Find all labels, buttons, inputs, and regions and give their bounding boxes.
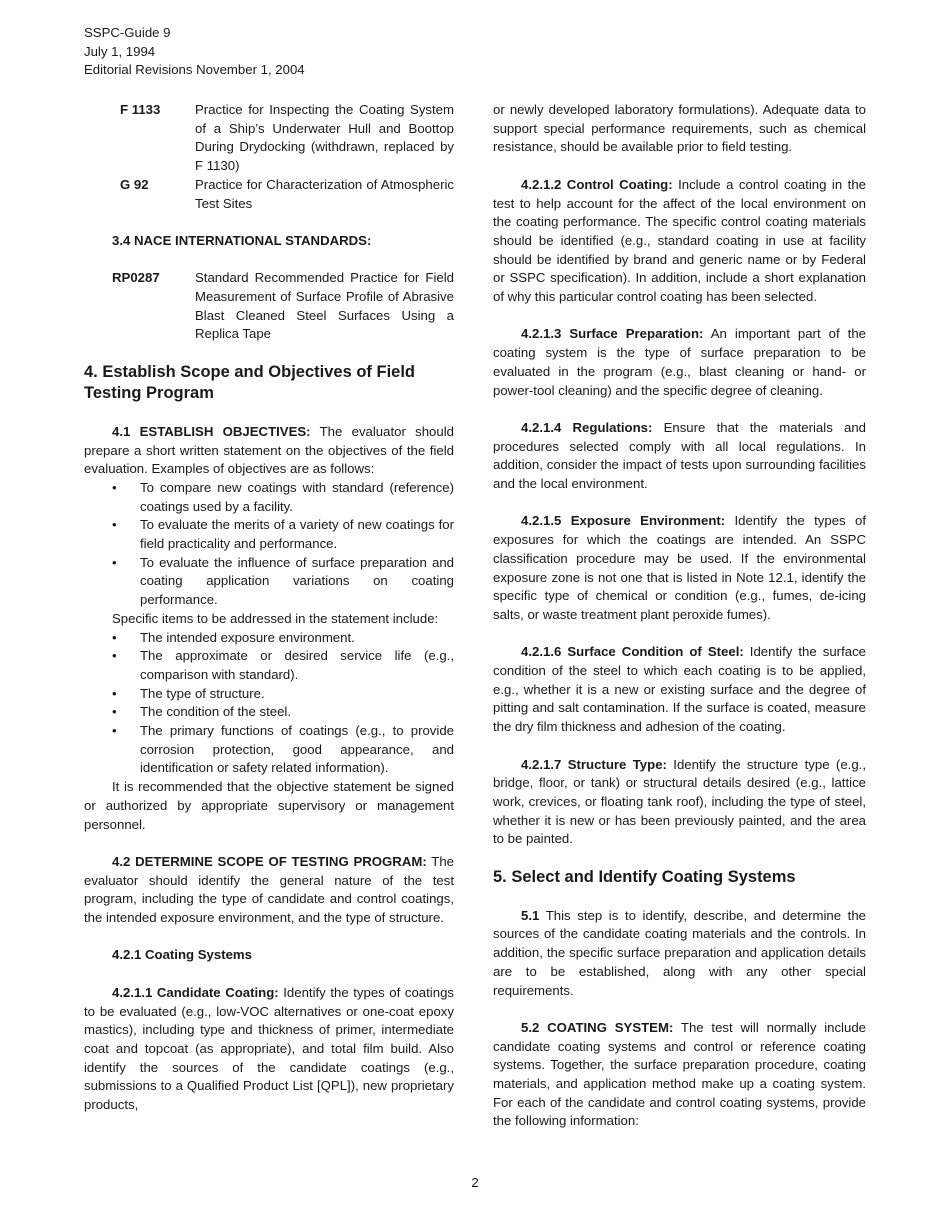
right-column <box>493 101 866 1131</box>
list-item-text: The condition of the steel. <box>140 704 292 720</box>
header-date: July 1, 1994 <box>84 43 156 59</box>
page-number: 2 <box>471 1175 479 1190</box>
list-item: • To evaluate the merits of a variety of new coatings for field practicality and performance. <box>112 516 454 553</box>
paragraph <box>84 853 454 928</box>
header-revision: Editorial Revisions November 1, 2004 <box>84 62 305 78</box>
reference-code: F 1133 <box>120 102 161 117</box>
list-item: • To evaluate the influence of surface preparation and coating application variations on coating performance. <box>112 554 454 610</box>
reference-code: G 92 <box>120 176 149 192</box>
bullet-list <box>84 629 454 779</box>
list-item-text: The primary functions of coatings (e.g., to provide corrosion protection, good appearance, and identification or safety related information). <box>140 723 454 776</box>
paragraph-text: The test will normally include candidate coating systems and control or reference coating systems. Together, the surface preparation procedure, coating materials, and application method make up a coating system. For each of the candidate and control coating systems, provide the following information: <box>493 1019 866 1129</box>
reference-item <box>84 176 454 213</box>
list-item: • The intended exposure environment. <box>112 629 454 648</box>
subsection-heading: 4.2.1 Coating Systems <box>112 947 252 963</box>
paragraph-lead: 4.2.1.1 Candidate Coating: <box>112 984 279 1000</box>
paragraph-text: The evaluator should identify the general nature of the test program, including the type of candidate and control coatings, the intended exposure environment, and the type of structure. <box>84 853 454 926</box>
section-heading: 3.4 NACE INTERNATIONAL STANDARDS: <box>112 232 372 248</box>
paragraph-text: An important part of the coating system is the type of surface preparation to be evaluated in the program (e.g., blast cleaning or hand- or power-tool cleaning) and the specific degree of cleaning. <box>493 326 866 398</box>
paragraph <box>493 1019 866 1131</box>
section-title: 4. Establish Scope and Objectives of Field Testing Program <box>84 363 416 403</box>
list-item: • The type of structure. <box>112 685 454 704</box>
list-item: • The primary functions of coatings (e.g., to provide corrosion protection, good appearance, and identification or safety related information). <box>112 722 454 778</box>
list-item-text: The approximate or desired service life (e.g., comparison with standard). <box>140 648 454 682</box>
paragraph <box>493 512 866 624</box>
list-item-text: To compare new coatings with standard (reference) coatings used by a facility. <box>140 479 454 514</box>
paragraph-text: Identify the surface condition of the steel to which each coating is to be applied, e.g., whether it is a new or existing surface and the degree of pitting and salt contamination. If the surface is coated, measure the dry film thickness and adhesion of the coating. <box>493 644 866 735</box>
paragraph-lead: 4.2.1.4 Regulations: <box>521 419 653 435</box>
paragraph <box>493 176 866 307</box>
paragraph-lead: 5.2 COATING SYSTEM: <box>521 1019 674 1035</box>
list-item: • The approximate or desired service life (e.g., comparison with standard). <box>112 647 454 684</box>
paragraph-text: The evaluator should prepare a short written statement on the objectives of the field evaluation. Examples of objectives are as follows: <box>84 423 454 477</box>
list-item: • The condition of the steel. <box>112 703 454 722</box>
list-item-text: To evaluate the influence of surface preparation and coating application variations on coating performance. <box>140 554 454 608</box>
paragraph <box>84 984 454 1115</box>
document-header <box>84 24 305 80</box>
header-standard: SSPC-Guide 9 <box>84 25 171 40</box>
paragraph-text: This step is to identify, describe, and determine the sources of the candidate coating materials and the controls. In addition, the specific surface preparation and application details are to be established, along with any other special requirements. <box>493 907 866 998</box>
paragraph: It is recommended that the objective statement be signed or authorized by appropriate supervisory or management personnel. <box>84 779 454 832</box>
reference-item <box>84 269 454 344</box>
paragraph-text: Identify the types of exposures for which the coatings are intended. An SSPC classification procedure may be used. If the environmental exposure zone is not one that is listed in Note 12.1, identify the specific type of chemical or condition (e.g., fumes, de-icing salts, or waste treatment plant peroxide fumes). <box>493 513 866 622</box>
bullet-list <box>84 479 454 610</box>
list-item-text: The intended exposure environment. <box>140 629 355 645</box>
left-column <box>84 101 454 1115</box>
paragraph-lead: 4.1 ESTABLISH OBJECTIVES: <box>112 423 311 439</box>
paragraph-lead: 4.2.1.7 Structure Type: <box>521 756 667 772</box>
paragraph <box>84 423 454 479</box>
paragraph-text: Identify the types of coatings to be evaluated (e.g., low-VOC alternatives or one-coat epoxy mastics), including type and thickness of primer, intermediate coat and topcoat (as appropriate), and total film build. Also identify the sources of the candidate coatings (e.g., submissions to a Qualified Product List [QPL]), new proprietary products, <box>84 984 454 1113</box>
reference-code: RP0287 <box>112 270 160 286</box>
paragraph-lead: 4.2.1.5 Exposure Environment: <box>521 513 726 529</box>
paragraph <box>493 325 866 400</box>
reference-desc: Standard Recommended Practice for Field Measurement of Surface Profile of Abrasive Blast Cleaned Steel Surfaces Using a Replica Tape <box>195 270 454 342</box>
reference-desc: Practice for Inspecting the Coating System of a Ship’s Underwater Hull and Boottop During Drydocking (withdrawn, replaced by F 1130) <box>195 102 454 174</box>
paragraph: or newly developed laboratory formulations). Adequate data to support special performance requirements, such as chemical resistance, should be available prior to field testing. <box>493 102 866 155</box>
paragraph <box>493 419 866 494</box>
paragraph <box>493 643 866 737</box>
list-item: • To compare new coatings with standard (reference) coatings used by a facility. <box>112 479 454 516</box>
paragraph-text: Include a control coating in the test to help account for the affect of the local environment on the coating performance. The specific control coating materials should be identified (e.g., standard coating in use at facility should be identified by brand and generic name or by Federal or SSPC specification). In addition, include a short explanation of why this particular control coating has been selected. <box>493 176 866 305</box>
reference-item <box>84 101 454 176</box>
paragraph: Specific items to be addressed in the statement include: <box>112 610 439 626</box>
paragraph <box>493 756 866 850</box>
paragraph-lead: 4.2.1.6 Surface Condition of Steel: <box>521 644 744 660</box>
section-title: 5. Select and Identify Coating Systems <box>493 868 796 887</box>
list-item-text: The type of structure. <box>140 685 265 701</box>
paragraph-lead: 4.2.1.2 Control Coating: <box>521 176 673 192</box>
paragraph-lead: 4.2 DETERMINE SCOPE OF TESTING PROGRAM: <box>112 853 427 869</box>
paragraph-text: Identify the structure type (e.g., bridge, floor, or tank) or structural details desired (e.g., lattice work, crevices, or floating tank roof), including the type of steel, whether it is new or has been previously painted, and the area to be painted. <box>493 756 866 847</box>
paragraph-lead: 4.2.1.3 Surface Preparation: <box>521 326 704 342</box>
paragraph <box>493 907 866 1001</box>
paragraph-text: Ensure that the materials and procedures selected comply with all local regulations. In addition, consider the impact of tests upon surrounding facilities and the local environment. <box>493 419 866 492</box>
reference-desc: Practice for Characterization of Atmospheric Test Sites <box>195 176 454 211</box>
paragraph-lead: 5.1 <box>521 907 540 923</box>
list-item-text: To evaluate the merits of a variety of new coatings for field practicality and performance. <box>140 517 454 552</box>
